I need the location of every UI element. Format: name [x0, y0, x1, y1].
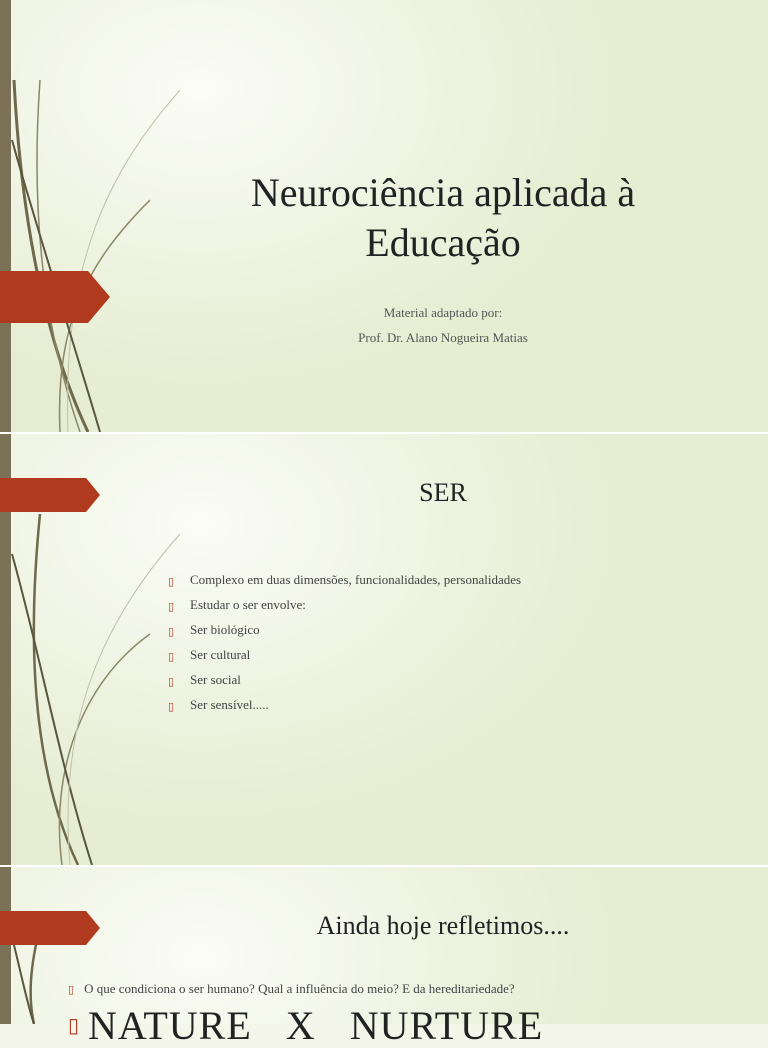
list-item-text: Estudar o ser envolve: — [190, 597, 306, 612]
list-item — [168, 645, 521, 670]
decorative-curves — [0, 867, 200, 1024]
list-item — [168, 620, 521, 645]
slide-2-bullet-list — [168, 570, 521, 720]
bullet-icon: ▯ — [168, 626, 175, 638]
subtitle-line-1: Material adaptado por: — [383, 305, 503, 320]
bullet-icon: ▯ — [68, 984, 75, 996]
list-item-text: Ser cultural — [190, 647, 251, 662]
nature-vs-nurture — [68, 1004, 543, 1048]
decorative-curves — [0, 0, 200, 432]
slide-3-bullet-text: O que condiciona o ser humano? Qual a influência do meio? E da hereditariedade? — [84, 981, 515, 996]
list-item-text: Ser sensível..... — [190, 697, 269, 712]
title-line-1: Neurociência aplicada à — [250, 170, 636, 215]
bullet-icon: ▯ — [168, 651, 175, 663]
list-item — [168, 670, 521, 695]
nurture-text: NURTURE — [349, 1003, 544, 1048]
bullet-icon: ▯ — [68, 1015, 81, 1037]
list-item-text: Ser social — [190, 672, 241, 687]
bullet-icon: ▯ — [168, 601, 175, 613]
list-item — [168, 570, 521, 595]
slide-2-title: SER — [419, 478, 467, 507]
red-arrow-tag — [0, 271, 112, 323]
red-arrow-tag — [0, 911, 104, 945]
slide-3-bullet — [68, 981, 515, 997]
list-item-text: Complexo em duas dimensões, funcionalidades, personalidades — [190, 572, 522, 587]
subtitle-line-2: Prof. Dr. Alano Nogueira Matias — [358, 330, 528, 345]
list-item — [168, 595, 521, 620]
bullet-icon: ▯ — [168, 576, 175, 588]
title-line-2: Educação — [365, 220, 521, 265]
list-item — [168, 695, 521, 720]
red-arrow-tag — [0, 478, 104, 512]
bullet-icon: ▯ — [168, 676, 175, 688]
nature-text: NATURE — [88, 1003, 252, 1048]
list-item-text: Ser biológico — [190, 622, 260, 637]
bullet-icon: ▯ — [168, 701, 175, 713]
slide-3 — [0, 867, 768, 1024]
versus-text: X — [285, 1003, 316, 1048]
slide-3-title: Ainda hoje refletimos.... — [316, 911, 570, 940]
slide-1-title — [200, 168, 686, 268]
